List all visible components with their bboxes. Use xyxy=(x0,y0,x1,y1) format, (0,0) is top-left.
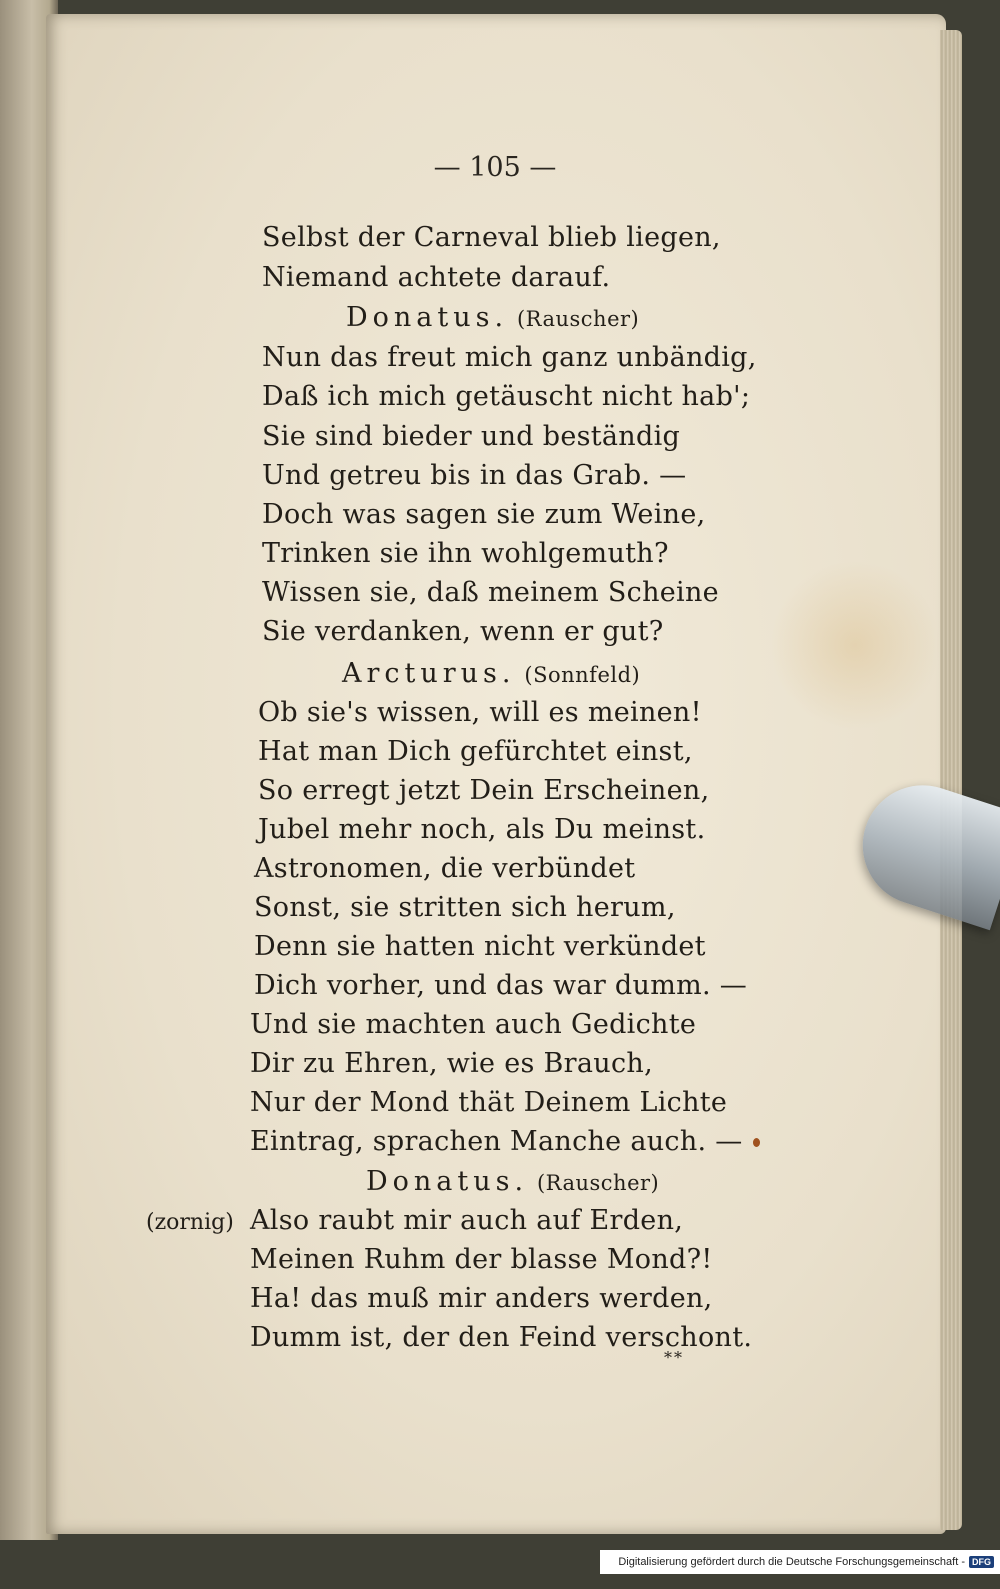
verse-line: Eintrag, sprachen Manche auch. — xyxy=(250,1126,743,1157)
digitization-credit xyxy=(600,1550,1000,1574)
verse-line: Also raubt mir auch auf Erden, xyxy=(250,1205,684,1236)
verse-line: Doch was sagen sie zum Weine, xyxy=(262,499,706,530)
verse-line: Ob sie's wissen, will es meinen! xyxy=(258,697,702,728)
paper-stain xyxy=(770,560,940,730)
actor-name: (Rauscher) xyxy=(516,307,640,331)
verse-line: Nun das freut mich ganz unbändig, xyxy=(262,342,757,373)
verse-line: Denn sie hatten nicht verkündet xyxy=(254,931,706,962)
verse-line: Und sie machten auch Gedichte xyxy=(250,1009,697,1040)
verse-line: Sie verdanken, wenn er gut? xyxy=(262,616,664,647)
verse-line: Dich vorher, und das war dumm. — xyxy=(254,970,748,1001)
actor-name: (Sonnfeld) xyxy=(524,663,641,687)
stage-direction: (zornig) xyxy=(146,1210,234,1235)
page-number: — 105 — xyxy=(433,152,557,183)
speaker-name: Donatus. xyxy=(366,1166,529,1197)
speaker-heading xyxy=(342,658,640,689)
ink-spot xyxy=(753,1138,760,1147)
speaker-heading xyxy=(366,1166,659,1197)
verse-line: Niemand achtete darauf. xyxy=(262,262,611,293)
verse-line: Astronomen, die verbündet xyxy=(254,853,636,884)
verse-line: Meinen Ruhm der blasse Mond?! xyxy=(250,1244,713,1275)
verse-line: So erregt jetzt Dein Erscheinen, xyxy=(258,775,710,806)
closing-ornament: ** xyxy=(664,1348,684,1367)
verse-line: Und getreu bis in das Grab. — xyxy=(262,460,687,491)
dfg-logo: DFG xyxy=(969,1556,994,1568)
verse-line: Jubel mehr noch, als Du meinst. xyxy=(258,814,706,845)
verse-line: Dir zu Ehren, wie es Brauch, xyxy=(250,1048,653,1079)
speaker-name: Arcturus. xyxy=(342,658,516,689)
actor-name: (Rauscher) xyxy=(536,1171,660,1195)
verse-line: Nur der Mond thät Deinem Lichte xyxy=(250,1087,728,1118)
verse-line: Hat man Dich gefürchtet einst, xyxy=(258,736,693,767)
credit-text: Digitalisierung gefördert durch die Deutsche Forschungsgemeinschaft - xyxy=(618,1556,965,1568)
page-stack-edge xyxy=(940,30,962,1530)
speaker-name: Donatus. xyxy=(346,302,509,333)
verse-line: Trinken sie ihn wohlgemuth? xyxy=(262,538,669,569)
verse-line: Selbst der Carneval blieb liegen, xyxy=(262,222,721,253)
verse-line: Sonst, sie stritten sich herum, xyxy=(254,892,676,923)
speaker-heading xyxy=(346,302,639,333)
verse-line: Dumm ist, der den Feind verschont. xyxy=(250,1322,753,1353)
verse-line: Wissen sie, daß meinem Scheine xyxy=(262,577,719,608)
verse-line: Sie sind bieder und beständig xyxy=(262,421,681,452)
verse-line: Ha! das muß mir anders werden, xyxy=(250,1283,713,1314)
verse-line: Daß ich mich getäuscht nicht hab'; xyxy=(262,381,751,412)
